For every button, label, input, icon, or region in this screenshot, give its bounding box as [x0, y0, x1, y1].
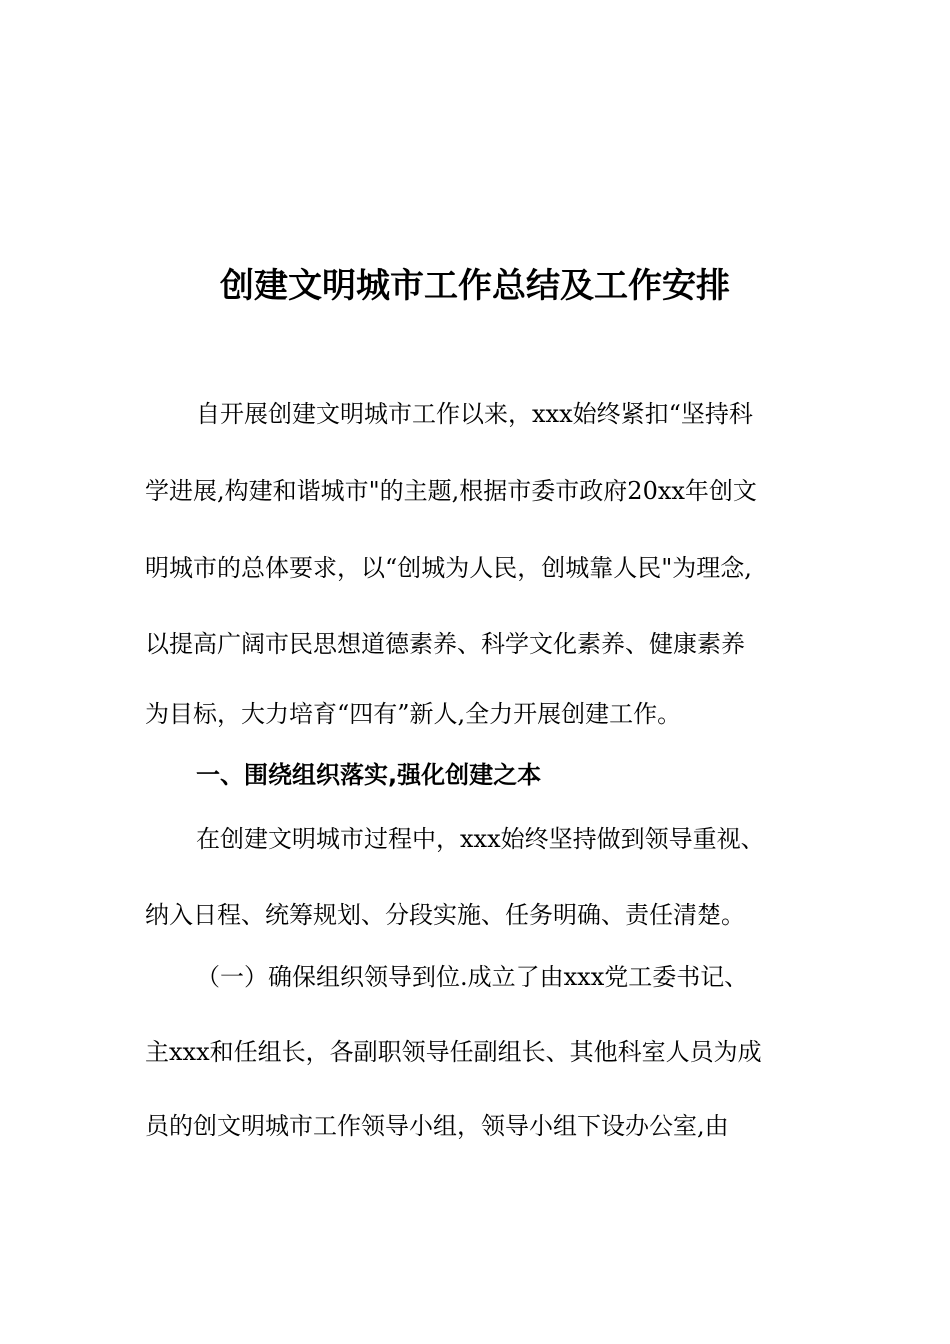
paragraph-line: 自开展创建文明城市工作以来，xxx始终紧扣“坚持科	[196, 400, 753, 428]
paragraph-line: 员的创文明城市工作领导小组，领导小组下设办公室,由	[145, 1112, 729, 1140]
paragraph-line: （一）确保组织领导到位.成立了由xxx党工委书记、	[196, 963, 749, 991]
document-title: 创建文明城市工作总结及工作安排	[220, 266, 730, 306]
paragraph-line: 主xxx和任组长，各副职领导任副组长、其他科室人员为成	[145, 1038, 762, 1066]
paragraph-line: 在创建文明城市过程中，xxx始终坚持做到领导重视、	[196, 825, 765, 853]
paragraph-line: 学进展,构建和谐城市"的主题,根据市委市政府20xx年创文	[145, 477, 757, 505]
paragraph-line: 以提高广阔市民思想道德素养、科学文化素养、健康素养	[145, 630, 745, 658]
paragraph-line: 纳入日程、统筹规划、分段实施、任务明确、责任清楚。	[145, 901, 745, 929]
paragraph-line: 为目标，大力培育“四有”新人,全力开展创建工作。	[145, 700, 682, 728]
paragraph-line: 明城市的总体要求，以“创城为人民，创城靠人民"为理念,	[145, 554, 752, 582]
section-heading: 一、围绕组织落实,强化创建之本	[196, 761, 542, 789]
